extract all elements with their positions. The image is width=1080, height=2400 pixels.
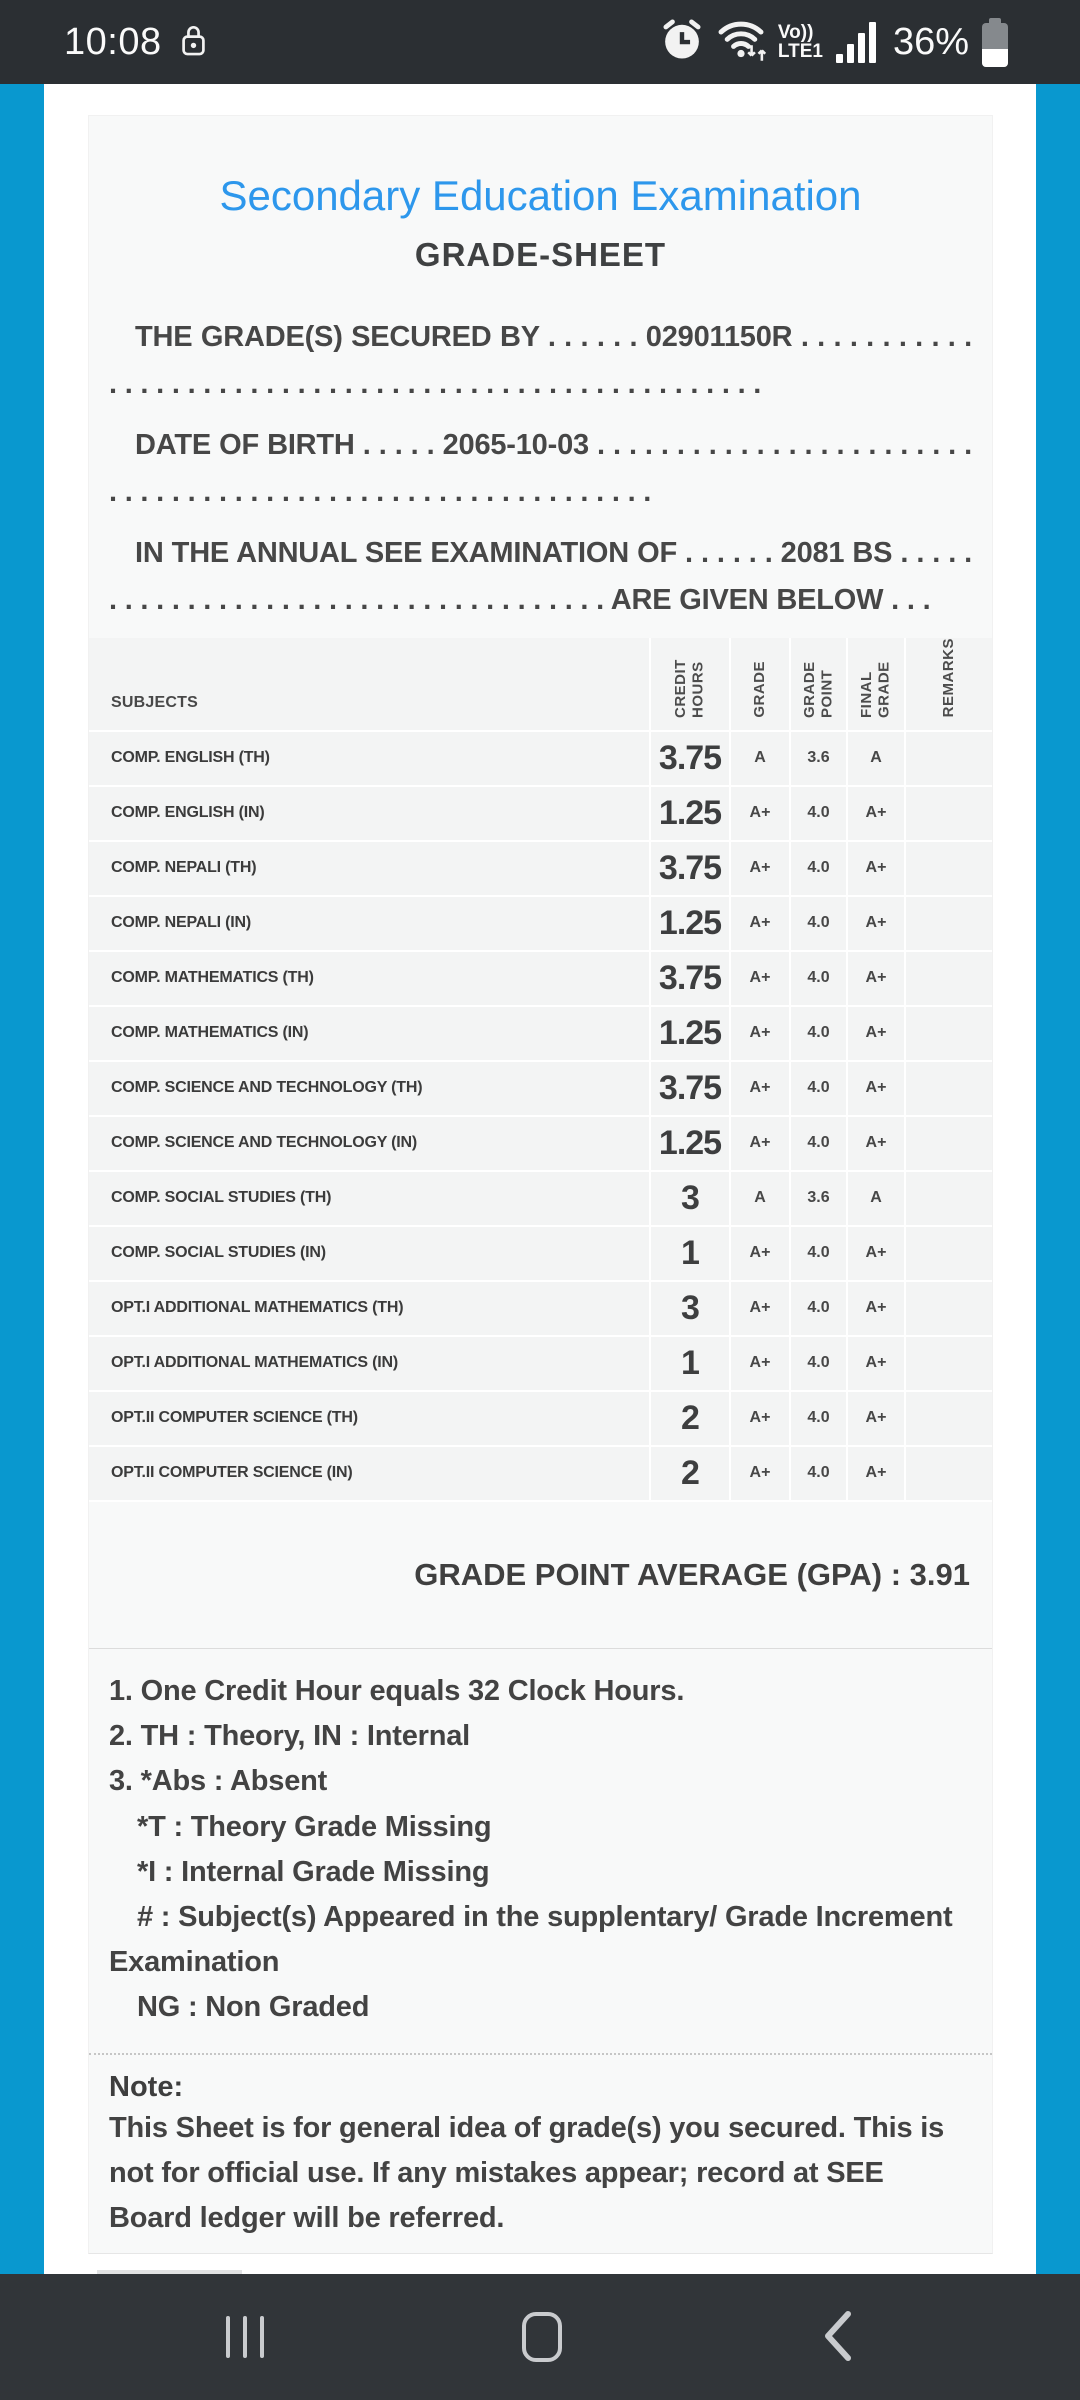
table-row (89, 1227, 992, 1282)
subject-cell: COMP. SCIENCE AND TECHNOLOGY (IN) (111, 1134, 418, 1152)
gpa-row (89, 1502, 992, 1649)
remarks-cell (904, 1227, 992, 1280)
credit-hours-cell: 2 (649, 1447, 729, 1500)
recents-icon (226, 2316, 264, 2358)
credit-hours-cell: 3.75 (649, 952, 729, 1005)
subject-cell: COMP. NEPALI (TH) (111, 859, 257, 877)
grade-cell: A+ (729, 1007, 789, 1060)
table-header-row (89, 638, 992, 732)
final-grade-cell: A+ (846, 1117, 904, 1170)
subject-cell: COMP. MATHEMATICS (TH) (111, 969, 314, 987)
final-grade-cell: A+ (846, 1447, 904, 1500)
grade-point-cell: 4.0 (789, 787, 846, 840)
final-grade-cell: A (846, 1172, 904, 1225)
subject-cell: COMP. MATHEMATICS (IN) (111, 1024, 309, 1042)
final-grade-cell: A+ (846, 897, 904, 950)
sheet-subtitle: GRADE-SHEET (414, 236, 667, 273)
grade-cell: A+ (729, 1337, 789, 1390)
grade-point-cell: 4.0 (789, 1117, 846, 1170)
home-icon (522, 2312, 562, 2362)
remarks-cell (904, 732, 992, 785)
subject-cell: COMP. NEPALI (IN) (111, 914, 252, 932)
grade-cell: A (729, 732, 789, 785)
header-final-grade: FINAL GRADE (858, 661, 893, 718)
note-heading: Note: (109, 2070, 184, 2103)
notes-divider (89, 2053, 992, 2055)
credit-hours-cell: 3.75 (649, 842, 729, 895)
final-grade-cell: A (846, 732, 904, 785)
examination-line: IN THE ANNUAL SEE EXAMINATION OF . . . . . . 2081 BS . . . . . . . . . . . . . . . . . . . . . . . . . . . . . . . . . . . . . ARE GIVEN BELOW . . . (109, 536, 972, 616)
credit-hours-cell: 2 (649, 1392, 729, 1445)
right-edge-stripe (1036, 84, 1080, 2274)
home-button[interactable] (522, 2312, 562, 2362)
final-grade-cell: A+ (846, 952, 904, 1005)
header-grade-point: GRADE POINT (800, 661, 836, 718)
note-line: NG : Non Graded (137, 1991, 370, 2024)
grade-cell: A+ (729, 1282, 789, 1335)
table-row (89, 842, 992, 897)
table-row (89, 1337, 992, 1392)
grade-point-cell: 4.0 (789, 842, 846, 895)
final-grade-cell: A+ (846, 787, 904, 840)
recents-button[interactable] (226, 2316, 264, 2358)
battery-percent-text: 36% (892, 20, 969, 63)
gpa-value-text: GRADE POINT AVERAGE (GPA) : 3.91 (414, 1556, 970, 1592)
credit-hours-cell: 3.75 (649, 1062, 729, 1115)
note-line: *T : Theory Grade Missing (137, 1810, 492, 1843)
grades-table (89, 638, 992, 1502)
table-row (89, 1062, 992, 1117)
status-bar-left (64, 21, 207, 64)
alarm-icon (660, 17, 704, 68)
credit-hours-cell: 1 (649, 1227, 729, 1280)
status-bar-right (660, 17, 1008, 68)
final-grade-cell: A+ (846, 1282, 904, 1335)
final-grade-cell: A+ (846, 1062, 904, 1115)
table-row (89, 1117, 992, 1172)
network-type-label (778, 23, 823, 62)
header-remarks: REMARKS (940, 638, 958, 718)
table-row (89, 1007, 992, 1062)
remarks-cell (904, 1337, 992, 1390)
grade-cell: A+ (729, 897, 789, 950)
remarks-cell (904, 1282, 992, 1335)
remarks-cell (904, 787, 992, 840)
navigation-bar (0, 2274, 1080, 2400)
credit-hours-cell: 3 (649, 1172, 729, 1225)
header-grade: GRADE (751, 661, 769, 718)
header-credit-hours: CREDIT HOURS (672, 658, 707, 718)
remarks-cell (904, 1062, 992, 1115)
table-row (89, 952, 992, 1007)
note-line: *I : Internal Grade Missing (137, 1855, 490, 1888)
grade-cell: A+ (729, 952, 789, 1005)
battery-icon (982, 18, 1008, 67)
grade-cell: A+ (729, 842, 789, 895)
final-grade-cell: A+ (846, 1227, 904, 1280)
table-row (89, 1282, 992, 1337)
remarks-cell (904, 842, 992, 895)
table-row (89, 787, 992, 842)
grade-point-cell: 4.0 (789, 1227, 846, 1280)
grade-cell: A+ (729, 1117, 789, 1170)
table-row (89, 732, 992, 787)
note-line: 3. *Abs : Absent (109, 1765, 328, 1798)
grade-point-cell: 3.6 (789, 732, 846, 785)
final-grade-cell: A+ (846, 1007, 904, 1060)
data-activity-arrows-icon (745, 44, 771, 67)
credit-hours-cell: 1.25 (649, 787, 729, 840)
credit-hours-cell: 1.25 (649, 897, 729, 950)
grade-cell: A+ (729, 1062, 789, 1115)
remarks-cell (904, 1172, 992, 1225)
note-body: This Sheet is for general idea of grade(s) you secured. This is not for official use. If any mistakes appear; record at SEE Board ledger will be referred. (109, 2111, 945, 2235)
grade-point-cell: 4.0 (789, 1282, 846, 1335)
header-subjects: SUBJECTS (111, 693, 198, 711)
webview-page[interactable] (44, 84, 1036, 2274)
signal-bars-icon (836, 21, 876, 63)
grade-cell: A+ (729, 1227, 789, 1280)
volte-label: Vo)) (777, 21, 814, 43)
subject-cell: COMP. SCIENCE AND TECHNOLOGY (TH) (111, 1079, 423, 1097)
remarks-cell (904, 1117, 992, 1170)
status-bar[interactable] (0, 0, 1080, 84)
subject-cell: COMP. ENGLISH (TH) (111, 749, 270, 767)
remarks-cell (904, 897, 992, 950)
subject-cell: COMP. SOCIAL STUDIES (IN) (111, 1244, 326, 1262)
grade-point-cell: 4.0 (789, 1337, 846, 1390)
page-title: Secondary Education Examination (219, 172, 862, 219)
remarks-cell (904, 952, 992, 1005)
notes-list (89, 1649, 992, 2043)
grade-point-cell: 4.0 (789, 1447, 846, 1500)
grade-cell: A+ (729, 1447, 789, 1500)
grades-table-body (89, 732, 992, 1502)
date-of-birth-line: DATE OF BIRTH . . . . . 2065-10-03 . . . . . . . . . . . . . . . . . . . . . . . . . . . . . . . . . . . . . . . . . . . . . . . . . . . . . . . . . . . (109, 428, 972, 508)
final-grade-cell: A+ (846, 842, 904, 895)
grade-point-cell: 4.0 (789, 1062, 846, 1115)
subject-cell: OPT.II COMPUTER SCIENCE (TH) (111, 1409, 358, 1427)
subject-cell: COMP. SOCIAL STUDIES (TH) (111, 1189, 332, 1207)
grade-secured-line: THE GRADE(S) SECURED BY . . . . . . 02901150R . . . . . . . . . . . . . . . . . . . . . . . . . . . . . . . . . . . . . . . . . . . . . . . . . . . . . (109, 321, 972, 400)
table-row (89, 1447, 992, 1502)
credit-hours-cell: 1 (649, 1337, 729, 1390)
grade-point-cell: 4.0 (789, 1392, 846, 1445)
credit-hours-cell: 1.25 (649, 1117, 729, 1170)
subject-cell: OPT.I ADDITIONAL MATHEMATICS (IN) (111, 1354, 399, 1372)
credit-hours-cell: 3.75 (649, 732, 729, 785)
clock-text: 10:08 (64, 20, 162, 63)
subject-cell: COMP. ENGLISH (IN) (111, 804, 265, 822)
lock-icon (180, 23, 207, 62)
remarks-cell (904, 1392, 992, 1445)
lte-label: LTE1 (777, 41, 823, 62)
grade-cell: A+ (729, 787, 789, 840)
credit-hours-cell: 1.25 (649, 1007, 729, 1060)
table-row (89, 1392, 992, 1447)
final-grade-cell: A+ (846, 1392, 904, 1445)
credit-hours-cell: 3 (649, 1282, 729, 1335)
grade-cell: A+ (729, 1392, 789, 1445)
back-icon (820, 2310, 854, 2365)
subject-cell: OPT.I ADDITIONAL MATHEMATICS (TH) (111, 1299, 404, 1317)
back-button[interactable] (820, 2310, 854, 2365)
grade-cell: A (729, 1172, 789, 1225)
table-row (89, 897, 992, 952)
final-grade-cell: A+ (846, 1337, 904, 1390)
table-row (89, 1172, 992, 1227)
note-line: 2. TH : Theory, IN : Internal (109, 1720, 471, 1753)
left-edge-stripe (0, 84, 44, 2274)
wifi-icon (717, 19, 765, 65)
note-line: 1. One Credit Hour equals 32 Clock Hours. (109, 1674, 685, 1707)
grade-point-cell: 4.0 (789, 897, 846, 950)
subject-cell: OPT.II COMPUTER SCIENCE (IN) (111, 1464, 353, 1482)
remarks-cell (904, 1447, 992, 1500)
grade-point-cell: 4.0 (789, 1007, 846, 1060)
grade-point-cell: 3.6 (789, 1172, 846, 1225)
grade-sheet-card (88, 115, 993, 2254)
remarks-cell (904, 1007, 992, 1060)
note-line: # : Subject(s) Appeared in the supplentary/ Grade Increment Examination (109, 1900, 953, 1979)
grade-point-cell: 4.0 (789, 952, 846, 1005)
